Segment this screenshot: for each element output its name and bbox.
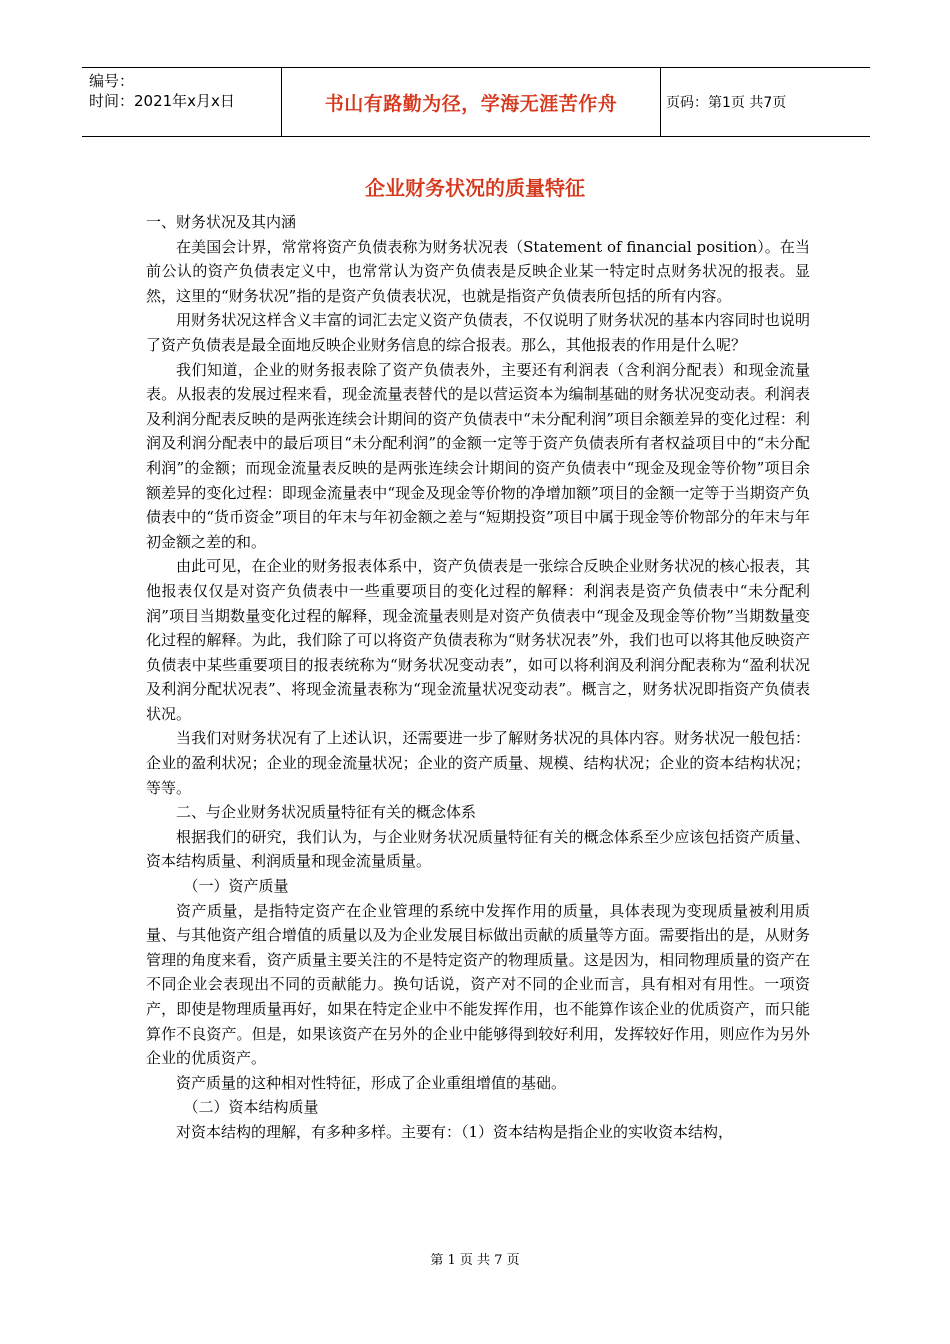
paragraph: 当我们对财务状况有了上述认识，还需要进一步了解财务状况的具体内容。财务状况一般包括：企业的盈利状况；企业的现金流量状况；企业的资产质量、规模、结构状况；企业的资本结构状况；等等。 xyxy=(146,729,810,797)
section-heading-2: 二、与企业财务状况质量特征有关的概念体系 xyxy=(176,803,477,822)
paragraph: 由此可见，在企业的财务报表体系中，资产负债表是一张综合反映企业财务状况的核心报表，其他报表仅仅是对资产负债表中一些重要项目的变化过程的解释：利润表是资产负债表中“未分配利润”项目当期数量变化过程的解释，现金流量表则是对资产负债表中“现金及现金等价物”当期数量变化过程的解释。为此，我们除了可以将资产负债表称为“财务状况表”外，我们也可以将其他反映资产负债表中某些重要项目的报表统称为“财务状况变动表”，如可以将利润及利润分配表称为“盈利状况及利润分配状况表”、将现金流量表称为“现金流量状况变动表”。概言之，财务状况即指资产负债表状况。 xyxy=(146,557,810,723)
paragraph: 根据我们的研究，我们认为，与企业财务状况质量特征有关的概念体系至少应该包括资产质量、资本结构质量、利润质量和现金流量质量。 xyxy=(146,827,810,871)
paragraph: 在美国会计界，常常将资产负债表称为财务状况表（Statement of financial position）。在当前公认的资产负债表定义中，也常常认为资产负债表是反映企业某一特定时点财务状况的报表。显然，这里的“财务状况”指的是资产负债表状况，也就是指资产负债表所包括的所有内容。 xyxy=(146,237,810,305)
section-heading-1: 一、财务状况及其内涵 xyxy=(146,213,297,231)
paragraph: 对资本结构的理解，有多种多样。主要有：（1）资本结构是指企业的实收资本结构， xyxy=(176,1122,734,1141)
paragraph: 资产质量，是指特定资产在企业管理的系统中发挥作用的质量，具体表现为变现质量被利用质量、与其他资产组合增值的质量以及为企业发展目标做出贡献的质量等方面。需要指出的是，从财务管理的角度来看，资产质量主要关注的不是特定资产的物理质量。这是因为，相同物理质量的资产在不同企业会表现出不同的贡献能力。换句话说，资产对不同的企业而言，具有相对有用性。一项资产，即使是物理质量再好，如果在特定企业中不能发挥作用，也不能算作该企业的优质资产，而只能算作不良资产。但是，如果该资产在另外的企业中能够得到较好利用，发挥较好作用，则应作为另外企业的优质资产。 xyxy=(146,901,810,1068)
document-title: 企业财务状况的质量特征 xyxy=(365,176,585,200)
paragraph: 用财务状况这样含义丰富的词汇去定义资产负债表，不仅说明了财务状况的基本内容同时也说明了资产负债表是最全面地反映企业财务信息的综合报表。那么，其他报表的作用是什么呢？ xyxy=(146,311,810,354)
document-number-label: 编号： xyxy=(89,72,135,90)
page-footer: 第 1 页 共 7 页 xyxy=(430,1253,520,1268)
document-date-label: 时间：2021年x月x日 xyxy=(89,92,235,110)
paragraph: 资产质量的这种相对性特征，形成了企业重组增值的基础。 xyxy=(176,1073,567,1092)
page-header xyxy=(82,67,870,137)
subsection-heading-capital-structure: （二）资本结构质量 xyxy=(183,1098,319,1117)
paragraph: 我们知道，企业的财务报表除了资产负债表外，主要还有利润表（含利润分配表）和现金流量表。从报表的发展过程来看，现金流量表替代的是以营运资本为编制基础的财务状况变动表。利润表及利润分配表反映的是两张连续会计期间的资产负债表中“未分配利润”项目余额差异的变化过程：利润及利润分配表中的最后项目“未分配利润”的金额一定等于资产负债表所有者权益项目中的“未分配利润”的金额；而现金流量表反映的是两张连续会计期间的资产负债表中“现金及现金等价物”项目余额差异的变化过程：即现金流量表中“现金及现金等价物的净增加额”项目的金额一定等于当期资产负债表中的“货币资金”项目的年末与年初金额之差与“短期投资”项目中属于现金等价物部分的年末与年初金额之差的和。 xyxy=(146,360,810,551)
header-meta xyxy=(82,68,281,136)
header-page-info: 页码：第1页 共7页 xyxy=(666,95,787,111)
header-motto: 书山有路勤为径，学海无涯苦作舟 xyxy=(281,68,661,136)
document-body xyxy=(146,210,810,1145)
subsection-heading-asset-quality: （一）资产质量 xyxy=(183,877,289,896)
